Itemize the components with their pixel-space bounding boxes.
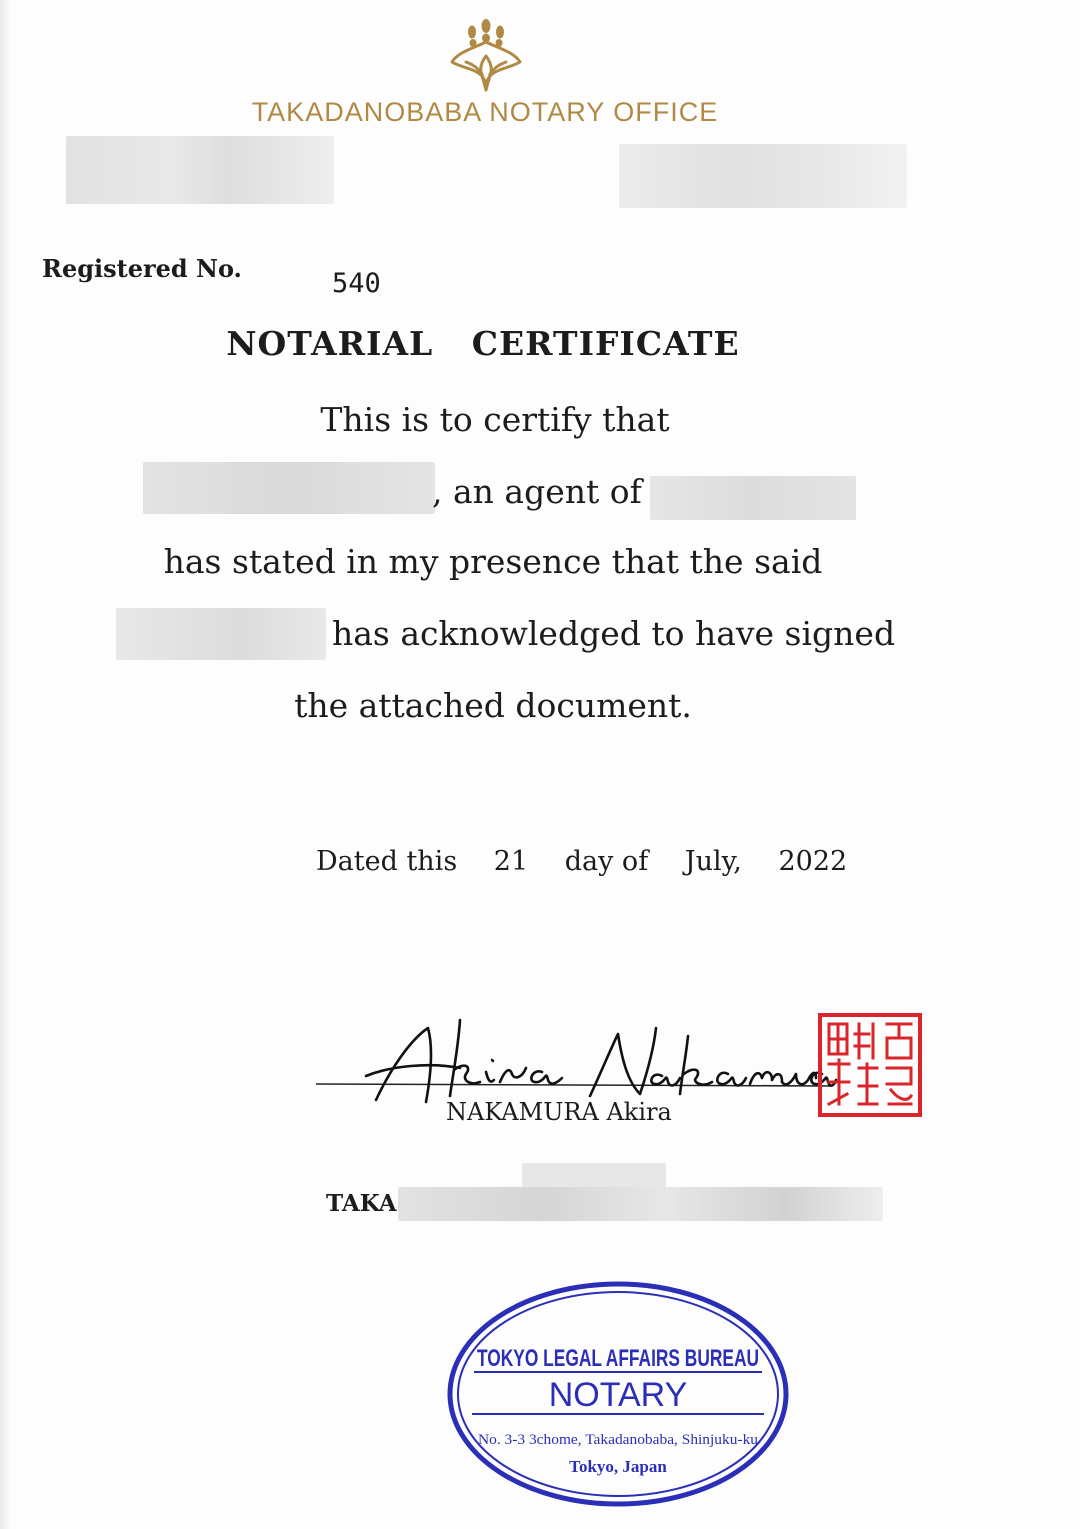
stamp-line-2: NOTARY [548,1376,688,1414]
stamp-line-3: No. 3-3 3chome, Takadanobaba, Shinjuku-ku [478,1432,759,1448]
certificate-line-5: the attached document. [294,686,692,725]
redacted-title [522,1163,666,1189]
redacted-principal-name [650,476,856,520]
certificate-line-2: , an agent of [432,472,642,511]
registered-number-value: 540 [332,268,381,299]
notary-bureau-stamp [444,1280,794,1512]
page-edge-shadow [0,0,10,1529]
date-month: July, [684,846,742,877]
redacted-principal-name [116,608,326,660]
notary-office-partial: TAKA [326,1190,397,1217]
stamp-line-1: TOKYO LEGAL AFFAIRS BUREAU [477,1345,759,1372]
office-crest-icon [444,16,528,92]
certificate-line-3: has stated in my presence that the said [163,542,823,581]
date-year: 2022 [778,846,848,877]
date-prefix: Dated this [316,846,458,877]
red-seal-stamp [817,1012,923,1118]
date-day: 21 [493,846,529,877]
date-mid: day of [564,846,649,877]
certificate-line-1: This is to certify that [320,400,670,439]
redacted-block [66,136,334,204]
office-name: TAKADANOBABA NOTARY OFFICE [251,97,719,127]
certificate-line-4: has acknowledged to have signed [332,614,896,653]
certificate-title: NOTARIAL CERTIFICATE [226,324,740,363]
redacted-block [619,144,907,208]
notary-printed-name: NAKAMURA Akira [446,1098,672,1126]
redacted-agent-name [143,462,435,514]
registered-number-label: Registered No. [42,254,242,283]
stamp-line-4: Tokyo, Japan [569,1457,667,1476]
redacted-office-name [398,1187,883,1221]
date-line [316,846,875,877]
